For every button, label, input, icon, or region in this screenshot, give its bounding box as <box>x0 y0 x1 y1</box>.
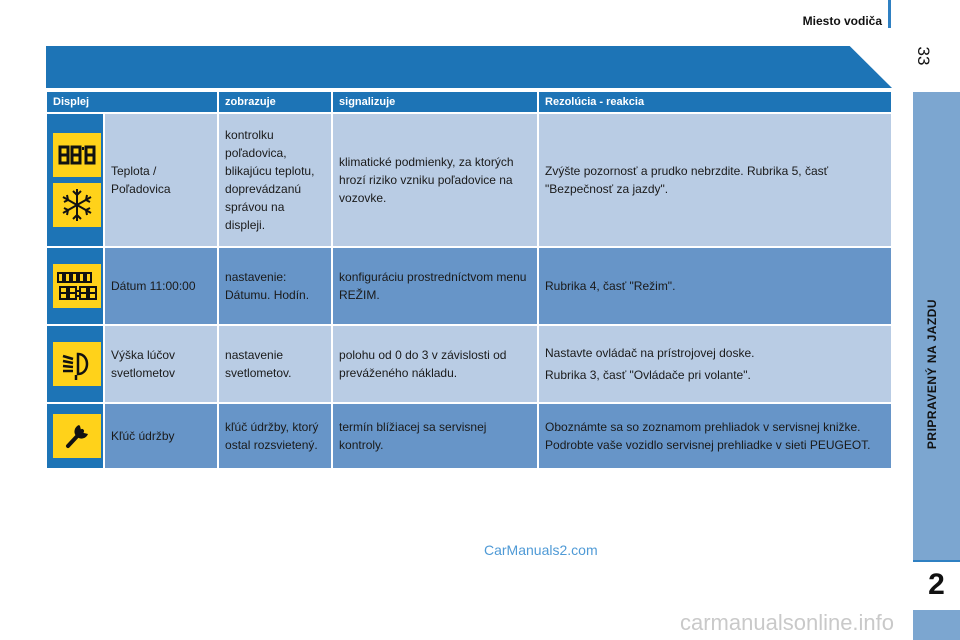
table-header-row <box>47 92 891 112</box>
signals-text: klimatické podmienky, za ktorých hrozí riziko vzniku poľadovice na vozovke. <box>333 114 537 246</box>
shows-text: nastavenie: Dátumu. Hodín. <box>219 248 331 324</box>
shows-text: kontrolku poľadovica, blikajúcu teplotu, doprevádzanú správou na displeji. <box>219 114 331 246</box>
column-header-resolution: Rezolúcia - reakcia <box>539 92 891 112</box>
wrench-icon <box>53 414 101 458</box>
resolution-line: Rubrika 3, časť "Ovládače pri volante". <box>545 368 751 382</box>
headlamp-levelling-icon <box>53 342 101 386</box>
column-header-signals: signalizuje <box>333 92 537 112</box>
table-banner <box>46 46 892 88</box>
shows-text: kľúč údržby, ktorý ostal rozsvietený. <box>219 404 331 468</box>
date-time-display-icon <box>53 264 101 308</box>
shows-text: nastavenie svetlometov. <box>219 326 331 402</box>
signals-text: polohu od 0 do 3 v závislosti od preváženého nákladu. <box>333 326 537 402</box>
warning-display-table <box>45 90 893 470</box>
chapter-box <box>913 560 960 610</box>
display-name: Teplota / Poľadovica <box>105 114 217 246</box>
table-row <box>47 248 891 324</box>
snowflake-icon <box>53 183 101 227</box>
resolution-text: Zvýšte pozornosť a prudko nebrzdite. Rubrika 5, časť "Bezpečnosť za jazdy". <box>539 114 891 246</box>
icon-cell <box>47 114 103 246</box>
chapter-tab-label: PRIPRAVENÝ NA JAZDU <box>925 298 939 450</box>
footer-watermark: carmanualsonline.info <box>680 610 895 635</box>
display-name: Výška lúčov svetlometov <box>105 326 217 402</box>
page-number: 33 <box>914 46 933 66</box>
resolution-text: Oboznámte sa so zoznamom prehliadok v servisnej knižke. Podrobte vaše vozidlo servisnej prehliadke v sieti PEUGEOT. <box>539 404 891 468</box>
resolution-text: Rubrika 4, časť "Režim". <box>539 248 891 324</box>
display-name: Dátum 11:00:00 <box>105 248 217 324</box>
resolution-line: Nastavte ovládač na prístrojovej doske. <box>545 346 755 360</box>
carmanuals-watermark: CarManuals2.com <box>484 542 598 558</box>
digital-temp-display-icon <box>53 133 101 177</box>
icon-cell <box>47 404 103 468</box>
resolution-cell <box>539 326 891 402</box>
chapter-number: 2 <box>928 568 945 601</box>
header-rule <box>888 0 891 28</box>
icon-cell <box>47 248 103 324</box>
signals-text: konfiguráciu prostredníctvom menu REŽIM. <box>333 248 537 324</box>
table-row <box>47 404 891 468</box>
column-header-shows: zobrazuje <box>219 92 331 112</box>
icon-cell <box>47 326 103 402</box>
section-title: Miesto vodiča <box>802 14 882 28</box>
display-name: Kľúč údržby <box>105 404 217 468</box>
signals-text: termín blížiacej sa servisnej kontroly. <box>333 404 537 468</box>
table-row <box>47 326 891 402</box>
table-row <box>47 114 891 246</box>
column-header-display: Displej <box>47 92 217 112</box>
